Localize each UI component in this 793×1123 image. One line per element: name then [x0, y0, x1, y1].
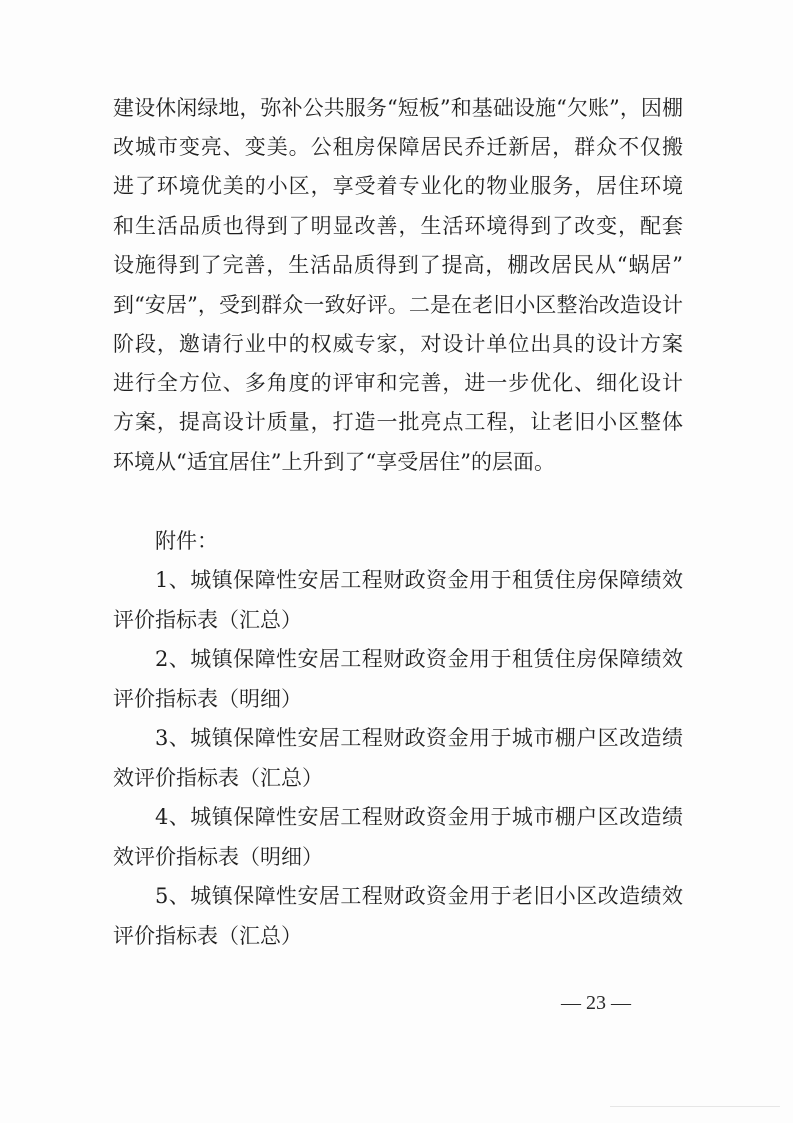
body-line: 进行全方位、多角度的评审和完善，进一步优化、细化设计	[113, 371, 683, 395]
page-number: — 23 —	[561, 992, 631, 1014]
attachment-title-line: 评价指标表（明细）	[113, 687, 302, 711]
attachments-heading: 附件：	[155, 529, 218, 553]
attachment-title-line: 效评价指标表（汇总）	[113, 766, 323, 790]
body-line: 方案，提高设计质量，打造一批亮点工程，让老旧小区整体	[113, 410, 683, 434]
body-line: 建设休闲绿地，弥补公共服务“短板”和基础设施“欠账”，因棚	[113, 96, 683, 120]
attachment-title-line: 效评价指标表（明细）	[113, 845, 323, 869]
body-line: 设施得到了完善，生活品质得到了提高，棚改居民从“蜗居”	[113, 253, 683, 277]
attachment-title-line: 3、城镇保障性安居工程财政资金用于城市棚户区改造绩	[155, 726, 683, 750]
body-line: 改城市变亮、变美。公租房保障居民乔迁新居，群众不仅搬	[113, 135, 683, 159]
body-line: 进了环境优美的小区，享受着专业化的物业服务，居住环境	[113, 174, 683, 198]
attachment-title-line: 2、城镇保障性安居工程财政资金用于租赁住房保障绩效	[155, 647, 683, 671]
body-line: 阶段，邀请行业中的权威专家，对设计单位出具的设计方案	[113, 332, 683, 356]
body-line: 环境从“适宜居住”上升到了“享受居住”的层面。	[113, 450, 555, 474]
body-line: 到“安居”，受到群众一致好评。二是在老旧小区整治改造设计	[113, 293, 683, 317]
body-line: 和生活品质也得到了明显改善，生活环境得到了改变，配套	[113, 214, 683, 238]
attachment-title-line: 评价指标表（汇总）	[113, 608, 302, 632]
attachment-title-line: 1、城镇保障性安居工程财政资金用于租赁住房保障绩效	[155, 568, 683, 592]
attachment-title-line: 评价指标表（汇总）	[113, 924, 302, 948]
scan-edge-divider	[610, 1106, 780, 1107]
attachment-title-line: 5、城镇保障性安居工程财政资金用于老旧小区改造绩效	[155, 884, 683, 908]
attachment-title-line: 4、城镇保障性安居工程财政资金用于城市棚户区改造绩	[155, 805, 683, 829]
